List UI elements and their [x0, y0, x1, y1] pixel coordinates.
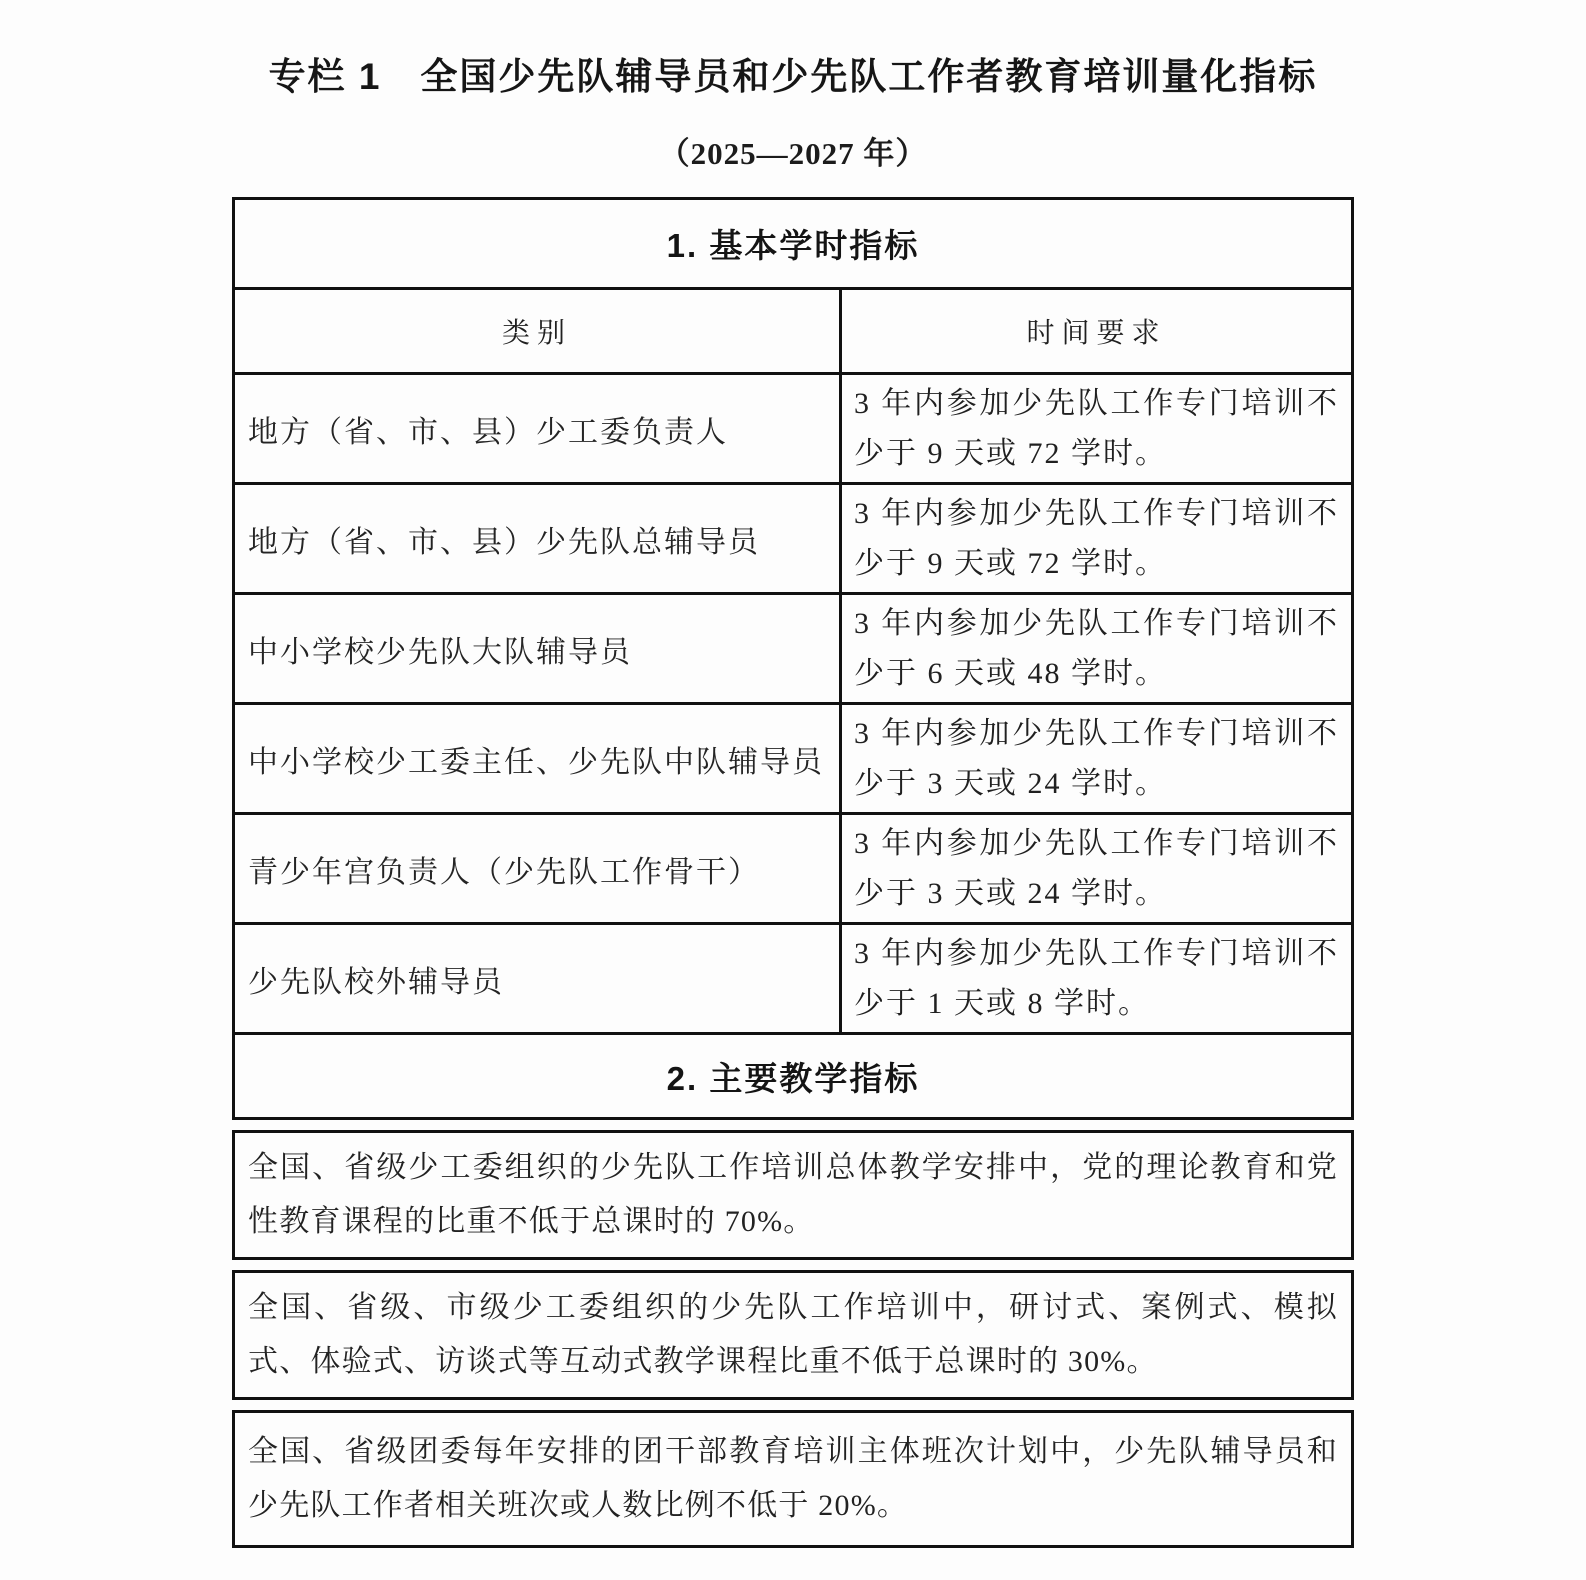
- page-subtitle: （2025—2027 年）: [658, 136, 928, 171]
- requirement-cell: [842, 375, 1351, 482]
- table-row: [235, 812, 1351, 922]
- table-row: [235, 702, 1351, 812]
- requirement-cell: [842, 815, 1351, 922]
- teaching-indicator-text: 全国、省级团委每年安排的团干部教育培训主体班次计划中，少先队辅导员和少先队工作者相关班次或人数比例不低于 20%。: [248, 1435, 1338, 1522]
- teaching-indicator-text: 全国、省级、市级少工委组织的少先队工作培训中，研讨式、案例式、模拟式、体验式、访谈式等互动式教学课程比重不低于总课时的 30%。: [248, 1291, 1338, 1378]
- requirement-cell: [842, 705, 1351, 812]
- requirement-text: 3 年内参加少先队工作专门培训不少于 9 天或 72 学时。: [854, 496, 1339, 580]
- requirement-text: 3 年内参加少先队工作专门培训不少于 1 天或 8 学时。: [854, 936, 1339, 1020]
- column-header-row: [235, 287, 1351, 372]
- table-row: [235, 922, 1351, 1032]
- table-row: [235, 592, 1351, 702]
- requirement-text: 3 年内参加少先队工作专门培训不少于 3 天或 24 学时。: [854, 716, 1339, 800]
- column-header-category: 类别: [235, 290, 842, 372]
- category-cell: 地方（省、市、县）少先队总辅导员: [235, 485, 842, 592]
- requirement-cell: [842, 595, 1351, 702]
- page-title: 专栏 1 全国少先队辅导员和少先队工作者教育培训量化指标: [268, 56, 1318, 97]
- requirement-text: 3 年内参加少先队工作专门培训不少于 9 天或 72 学时。: [854, 386, 1339, 470]
- requirement-cell: [842, 925, 1351, 1032]
- column-header-requirement: 时间要求: [1026, 318, 1167, 349]
- teaching-indicator-item: [232, 1130, 1354, 1260]
- requirement-text: 3 年内参加少先队工作专门培训不少于 6 天或 48 学时。: [854, 606, 1339, 690]
- table-row: [235, 482, 1351, 592]
- training-indicators-table: [232, 197, 1354, 1120]
- category-cell: 青少年宫负责人（少先队工作骨干）: [235, 815, 842, 922]
- category-cell: 中小学校少先队大队辅导员: [235, 595, 842, 702]
- category-cell: 中小学校少工委主任、少先队中队辅导员: [235, 705, 842, 812]
- teaching-indicator-item: [232, 1270, 1354, 1400]
- section2-heading: 2. 主要教学指标: [235, 1032, 1351, 1117]
- requirement-text: 3 年内参加少先队工作专门培训不少于 3 天或 24 学时。: [854, 826, 1339, 910]
- category-cell: 少先队校外辅导员: [235, 925, 842, 1032]
- teaching-indicator-text: 全国、省级少工委组织的少先队工作培训总体教学安排中，党的理论教育和党性教育课程的比重不低于总课时的 70%。: [248, 1151, 1338, 1238]
- requirement-cell: [842, 485, 1351, 592]
- section1-heading: 1. 基本学时指标: [666, 227, 920, 264]
- category-cell: 地方（省、市、县）少工委负责人: [235, 375, 842, 482]
- teaching-indicator-item: [232, 1410, 1354, 1548]
- table-row: [235, 372, 1351, 482]
